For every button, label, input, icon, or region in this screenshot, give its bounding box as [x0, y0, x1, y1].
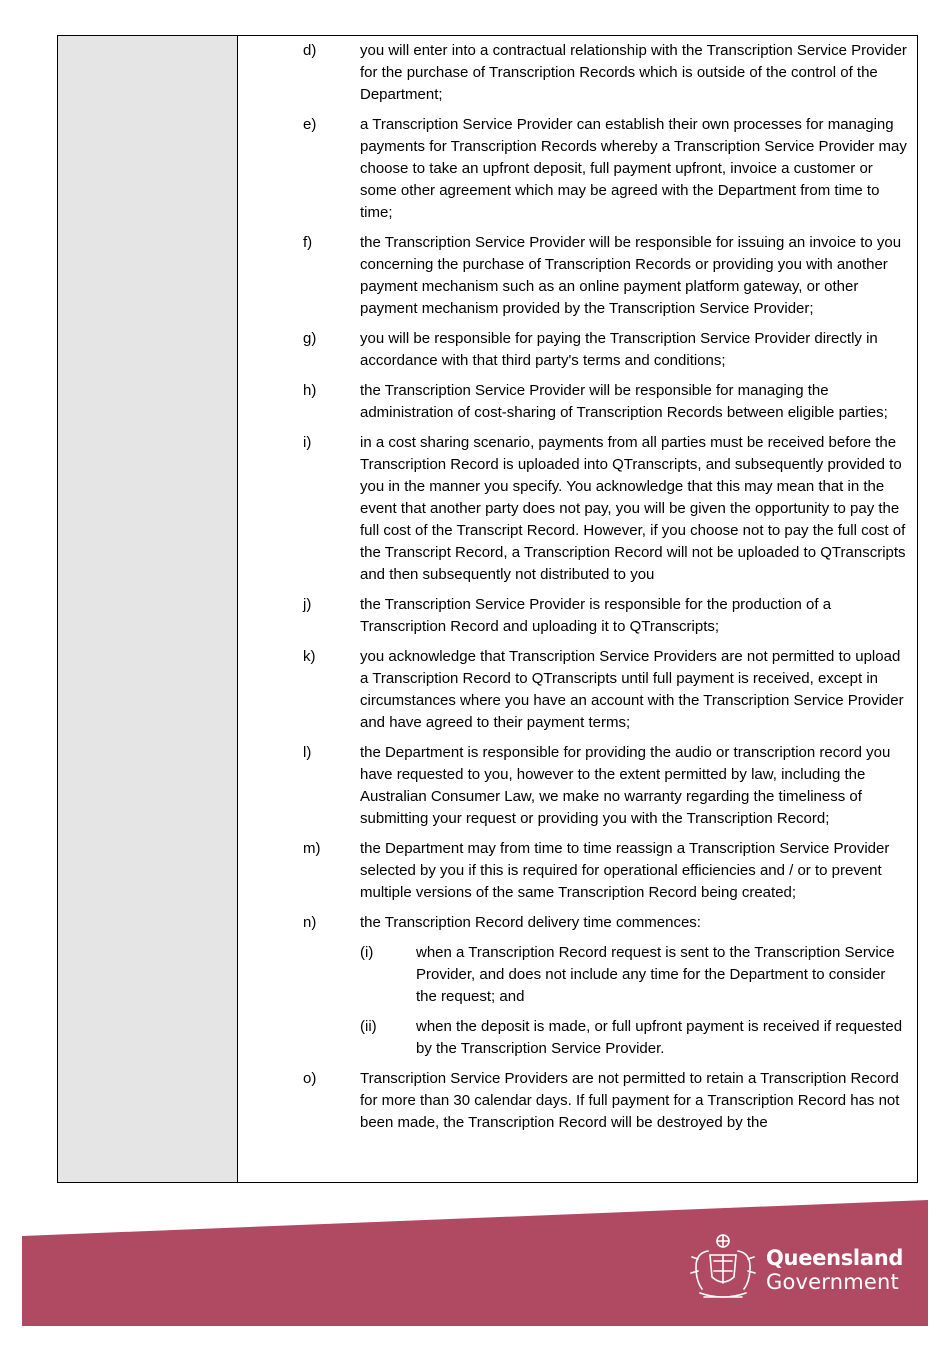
clause-text: Transcription Service Providers are not permitted to retain a Transcription Record for more than 30 calendar days. If full payment for a Transcription Record has not been made, the Transcription Record will be destroyed by the	[360, 1070, 900, 1131]
qld-government-logo	[766, 1246, 903, 1294]
clause-text: the Transcription Service Provider will be responsible for issuing an invoice to you concerning the purchase of Transcription Records or providing you with another payment mechanism such as an online payment platform gateway, or other payment mechanism provided by the Transcription Service Provider;	[360, 234, 902, 317]
subclause-marker: (i)	[360, 944, 374, 961]
subclause-text: when a Transcription Record request is sent to the Transcription Service Provider, and does not include any time for the Department to consider the request; and	[416, 944, 895, 1005]
clause-item	[239, 1068, 917, 1134]
logo-line-2: Government	[766, 1270, 899, 1294]
clause-marker: k)	[303, 648, 316, 665]
clause-marker: d)	[303, 42, 317, 59]
clause-text: you acknowledge that Transcription Service Providers are not permitted to upload a Transcription Record to QTranscripts until full payment is received, except in circumstances where you have an account with the Transcription Service Provider and have agreed to their payment terms;	[360, 648, 904, 731]
clause-table	[57, 35, 918, 1183]
clause-item	[239, 380, 917, 424]
clause-marker: f)	[303, 234, 313, 251]
clause-item	[239, 40, 917, 106]
subclause-item	[239, 1016, 917, 1060]
clause-marker: n)	[303, 914, 317, 931]
clause-text: the Transcription Record delivery time commences:	[360, 914, 701, 931]
clause-marker: i)	[303, 434, 312, 451]
clause-text: you will enter into a contractual relationship with the Transcription Service Provider for the purchase of Transcription Records which is outside of the control of the Department;	[360, 42, 907, 103]
clause-text: the Department is responsible for providing the audio or transcription record you have requested to you, however to the extent permitted by law, including the Australian Consumer Law, we make no warranty regarding the timeliness of submitting your request or providing you with the Transcription Record;	[360, 744, 891, 827]
clause-item	[239, 432, 917, 586]
subclause-item	[239, 942, 917, 1008]
clause-marker: h)	[303, 382, 317, 399]
clause-text: you will be responsible for paying the Transcription Service Provider directly in accordance with that third party's terms and conditions;	[360, 330, 878, 369]
subclause-marker: (ii)	[360, 1018, 377, 1035]
clause-text: the Transcription Service Provider is responsible for the production of a Transcription Record and uploading it to QTranscripts;	[360, 596, 832, 635]
clause-text: in a cost sharing scenario, payments from all parties must be received before the Transcription Record is uploaded into QTranscripts, and subsequently provided to you in the manner you specify. You acknowledge that this may mean that in the event that another party does not pay, you will be given the opportunity to pay the full cost of the Transcript Record. However, if you choose not to pay the full cost of the Transcript Record, a Transcription Record will not be uploaded to QTranscripts and then subsequently not distributed to you	[360, 434, 906, 583]
clause-marker: j)	[303, 596, 312, 613]
clause-item	[239, 594, 917, 638]
clause-marker: l)	[303, 744, 312, 761]
clause-list	[239, 40, 917, 1182]
clause-item	[239, 838, 917, 904]
clause-marker: m)	[303, 840, 321, 857]
clause-item	[239, 114, 917, 224]
clause-item	[239, 232, 917, 320]
clause-marker: e)	[303, 116, 317, 133]
clause-item	[239, 912, 917, 1060]
clause-item	[239, 328, 917, 372]
clause-text: a Transcription Service Provider can establish their own processes for managing payments for Transcription Records whereby a Transcription Service Provider may choose to take an upfront deposit, full payment upfront, invoice a customer or some other agreement which may be agreed with the Department from time to time;	[360, 116, 907, 221]
table-left-column	[58, 36, 238, 1182]
subclause-text: when the deposit is made, or full upfront payment is received if requested by the Transcription Service Provider.	[416, 1018, 903, 1057]
clause-marker: o)	[303, 1070, 317, 1087]
logo-line-1: Queensland	[766, 1246, 904, 1270]
subclause-list	[239, 942, 917, 1060]
clause-text: the Transcription Service Provider will be responsible for managing the administration of cost-sharing of Transcription Records between eligible parties;	[360, 382, 888, 421]
clause-text: the Department may from time to time reassign a Transcription Service Provider selected by you if this is required for operational efficiencies and / or to prevent multiple versions of the same Transcription Record being created;	[360, 840, 890, 901]
clause-item	[239, 742, 917, 830]
qld-crest-icon	[688, 1231, 758, 1303]
clause-item	[239, 646, 917, 734]
clause-marker: g)	[303, 330, 317, 347]
